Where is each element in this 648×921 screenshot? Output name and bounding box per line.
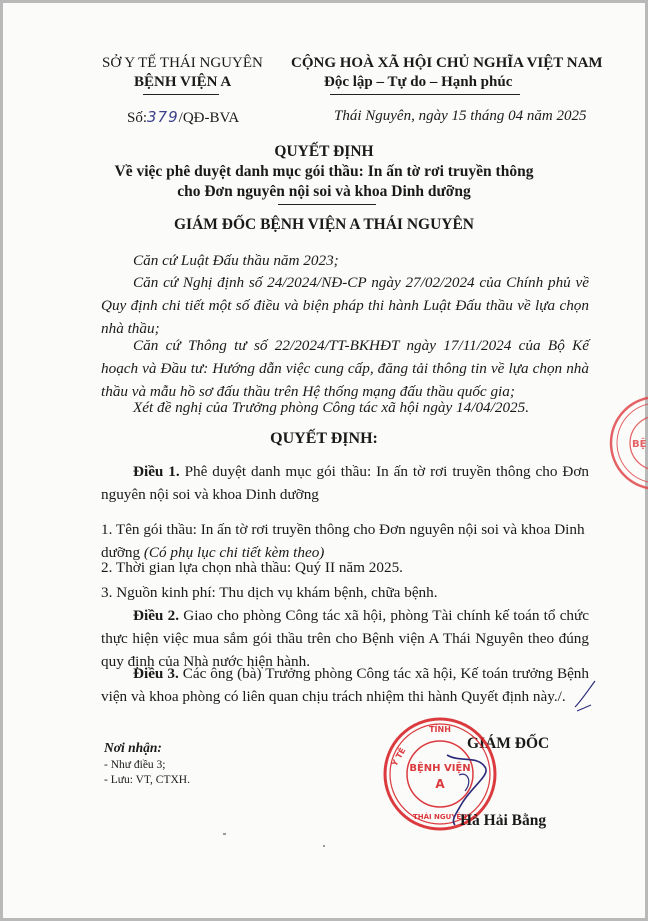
- recipient-1: - Như điều 3;: [104, 759, 166, 771]
- side-stamp-partial: [599, 393, 645, 493]
- document-number: [127, 108, 239, 127]
- doc-handwritten-number: 379: [147, 108, 179, 126]
- stamp-letter: A: [435, 777, 445, 791]
- article-3-text: Các ông (bà) Trưởng phòng Công tác xã hội, Kế toán trưởng Bệnh viện và khoa phòng có liên quan chịu trách nhiệm thi hành Quyết định này./.: [101, 665, 589, 705]
- recipients-heading: Nơi nhận:: [104, 740, 162, 755]
- stamp-left-arc: Y TẾ: [389, 746, 408, 768]
- article-2-text: Giao cho phòng Công tác xã hội, phòng Tài chính kế toán tổ chức thực hiện việc mua sắm gói thầu trên cho Bệnh viện A Thái Nguyên theo đúng quy định của Nhà nước hiện hành.: [101, 607, 589, 670]
- item-3: 3. Nguồn kinh phí: Thu dịch vụ khám bệnh, chữa bệnh.: [101, 584, 438, 601]
- signer-name: Hà Hải Bằng: [460, 812, 547, 829]
- article-3: [101, 662, 589, 708]
- article-2-label: Điều 2.: [133, 607, 179, 624]
- basis-decree: Căn cứ Nghị định số 24/2024/NĐ-CP ngày 27/02/2024 của Chính phủ về Quy định chi tiết một số điều và biện pháp thi hành Luật Đấu thầu về lựa chọn nhà thầu;: [101, 274, 589, 337]
- stamp-bottom-text: THÁI NGUYÊN: [412, 813, 468, 821]
- scan-speck: [323, 845, 325, 847]
- doc-prefix: Số:: [127, 110, 148, 126]
- decision-title: QUYẾT ĐỊNH: [274, 143, 374, 160]
- stamp-top-text: TỈNH: [429, 725, 451, 734]
- subject-rule: [278, 204, 376, 205]
- side-stamp-text: BỆ: [632, 439, 647, 450]
- basis-circular: Căn cứ Thông tư số 22/2024/TT-BKHĐT ngày 17/11/2024 của Bộ Kế hoạch và Đầu tư: Hướng dẫn việc cung cấp, đăng tải thông tin về lựa chọn nhà thầu và mẫu hồ sơ đấu thầu trên Hệ thống mạng đấu thầu quốc gia;: [101, 337, 589, 400]
- place-date: Thái Nguyên, ngày 15 tháng 04 năm 2025: [334, 108, 587, 124]
- basis-law: Căn cứ Luật Đấu thầu năm 2023;: [133, 252, 339, 269]
- subject-line-2: cho Đơn nguyên nội soi và khoa Dinh dưỡng: [177, 183, 471, 200]
- basis-proposal: Xét đề nghị của Trưởng phòng Công tác xã hội ngày 14/04/2025.: [133, 399, 530, 416]
- motto: Độc lập – Tự do – Hạnh phúc: [324, 74, 513, 90]
- stamp-middle-text: BỆNH VIỆN: [409, 763, 471, 774]
- dept-name: SỞ Y TẾ THÁI NGUYÊN: [102, 55, 263, 71]
- item-2: 2. Thời gian lựa chọn nhà thầu: Quý II năm 2025.: [101, 559, 403, 576]
- signoff-flourish: [571, 677, 601, 713]
- scan-speck: [223, 833, 226, 835]
- decision-heading: QUYẾT ĐỊNH:: [270, 430, 378, 447]
- article-3-label: Điều 3.: [133, 665, 179, 682]
- document-page: [3, 3, 645, 918]
- article-1-label: Điều 1.: [133, 463, 180, 480]
- country-name: CỘNG HOÀ XÃ HỘI CHỦ NGHĨA VIỆT NAM: [291, 55, 603, 71]
- subject-line-1: Về việc phê duyệt danh mục gói thầu: In ấn tờ rơi truyền thông: [114, 163, 534, 180]
- doc-suffix: /QĐ-BVA: [178, 110, 240, 126]
- recipient-2: - Lưu: VT, CTXH.: [104, 774, 190, 786]
- signature-role: GIÁM ĐỐC: [467, 735, 550, 752]
- article-1-text: Phê duyệt danh mục gói thầu: In ấn tờ rơi truyền thông cho Đơn nguyên nội soi và khoa Dinh dưỡng: [101, 463, 589, 503]
- authority-heading: GIÁM ĐỐC BỆNH VIỆN A THÁI NGUYÊN: [173, 216, 474, 233]
- item-1-note: (Có phụ lục chi tiết kèm theo): [143, 544, 325, 561]
- header-right-rule: [330, 94, 520, 95]
- item-1-text: 1. Tên gói thầu: In ấn tờ rơi truyền thông cho Đơn nguyên nội soi và khoa Dinh dưỡng: [101, 521, 585, 561]
- article-1: [101, 460, 589, 506]
- header-left-rule: [143, 94, 219, 95]
- signature-stroke-2: [459, 774, 469, 791]
- hospital-name: BỆNH VIỆN A: [134, 74, 232, 90]
